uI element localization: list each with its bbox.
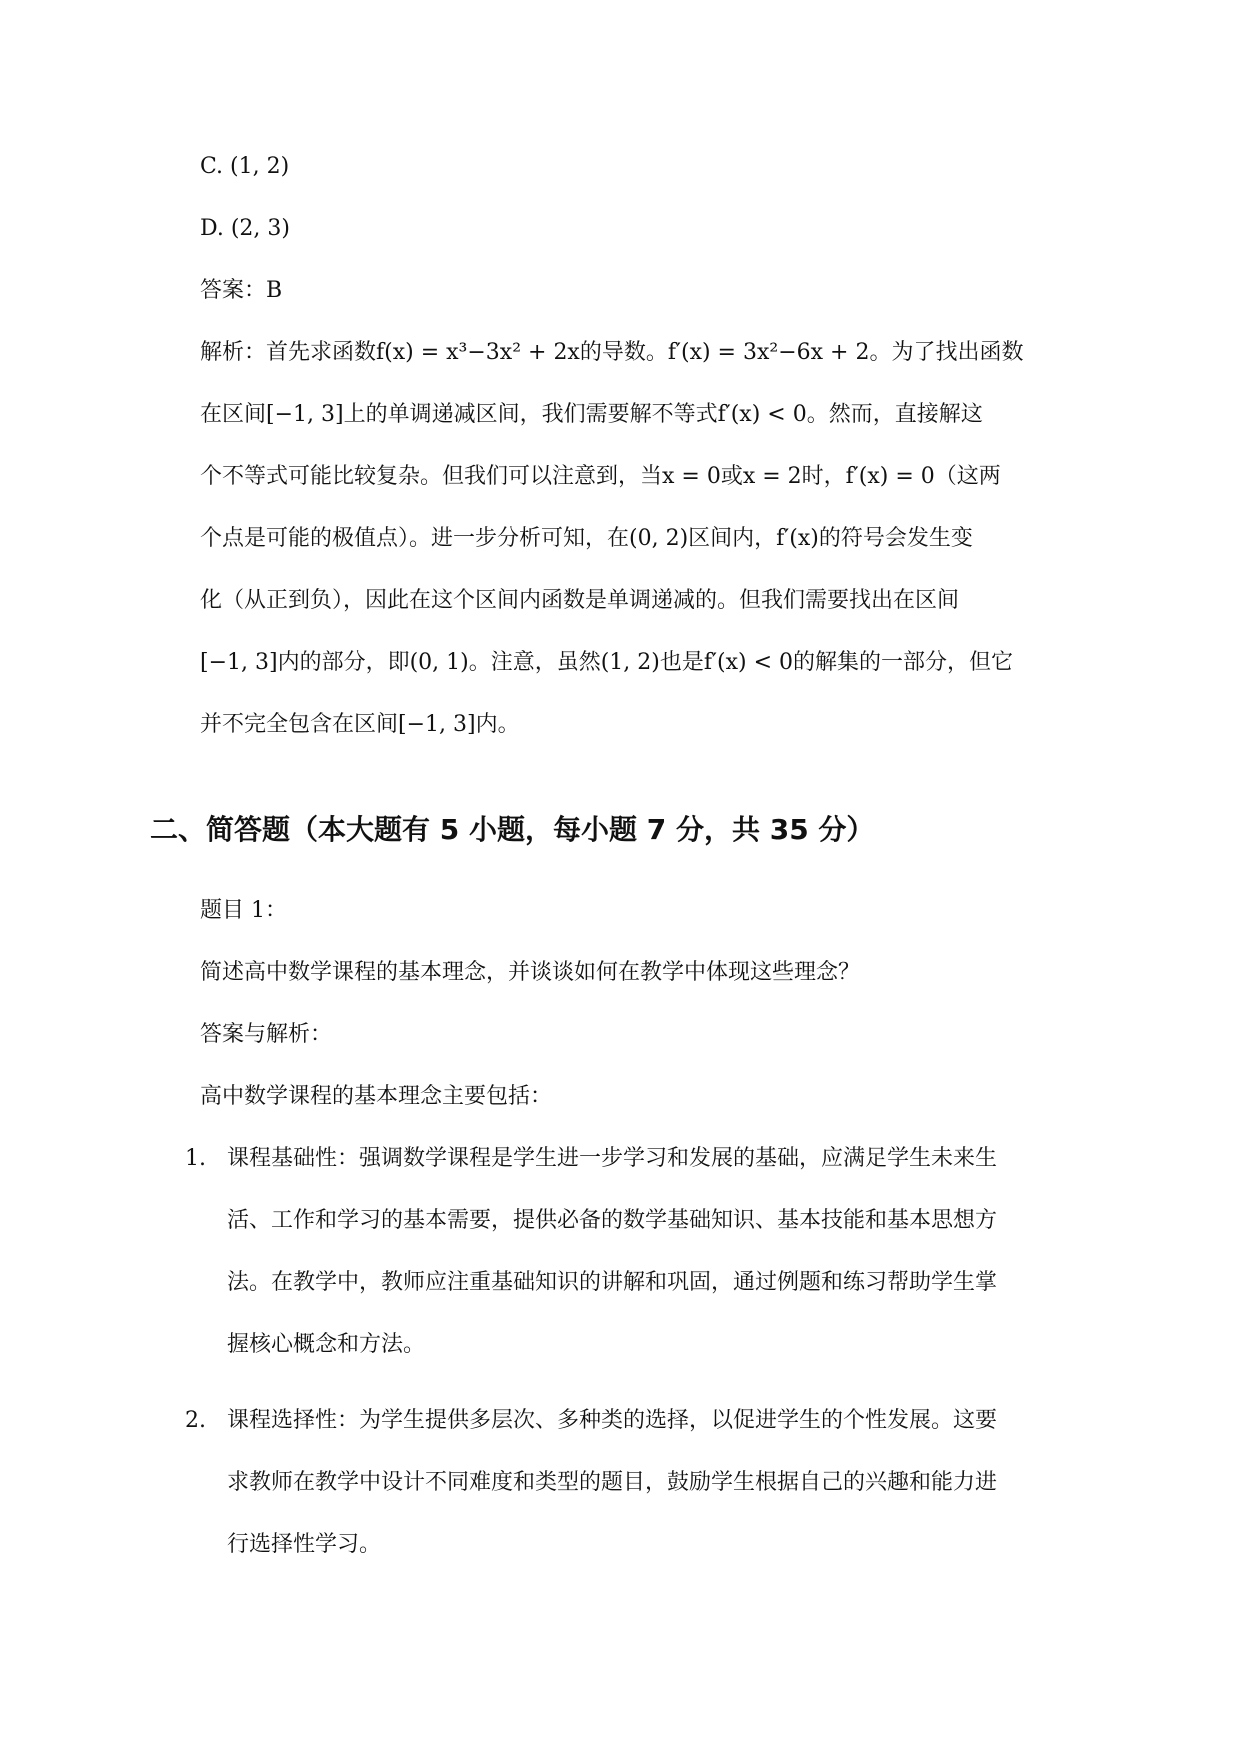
analysis-line: [−1, 3]内的部分，即(0, 1)。注意，虽然(1, 2)也是f′(x) < 0的解集的一部分，但它: [200, 650, 1014, 675]
list-item-number: 1.: [185, 1146, 206, 1171]
question-text: 简述高中数学课程的基本理念，并谈谈如何在教学中体现这些理念？: [200, 960, 861, 985]
list-item-line: 活、工作和学习的基本需要，提供必备的数学基础知识、基本技能和基本思想方: [227, 1208, 998, 1233]
list-item-line: 课程选择性：为学生提供多层次、多种类的选择，以促进学生的个性发展。这要: [227, 1408, 998, 1433]
analysis-line: 个点是可能的极值点）。进一步分析可知，在(0, 2)区间内，f′(x)的符号会发生变: [200, 526, 973, 551]
list-item-number: 2.: [185, 1408, 206, 1433]
list-item-line: 行选择性学习。: [227, 1532, 382, 1557]
intro-text: 高中数学课程的基本理念主要包括：: [200, 1084, 553, 1109]
analysis-line: 在区间[−1, 3]上的单调递减区间，我们需要解不等式f′(x) < 0。然而，直接解这: [200, 402, 983, 427]
list-item-line: 求教师在教学中设计不同难度和类型的题目，鼓励学生根据自己的兴趣和能力进: [227, 1470, 998, 1495]
analysis-line: 个不等式可能比较复杂。但我们可以注意到，当x = 0或x = 2时，f′(x) = 0（这两: [200, 464, 1001, 489]
list-item-line: 课程基础性：强调数学课程是学生进一步学习和发展的基础，应满足学生未来生: [227, 1146, 998, 1171]
answer-line: 答案：B: [200, 278, 283, 303]
option-d: D. (2, 3): [200, 216, 290, 241]
section-heading: 二、简答题（本大题有 5 小题，每小题 7 分，共 35 分）: [150, 813, 875, 846]
question-label: 题目 1：: [200, 898, 287, 923]
list-item-line: 法。在教学中，教师应注重基础知识的讲解和巩固，通过例题和练习帮助学生掌: [227, 1270, 998, 1295]
analysis-line: 解析：首先求函数f(x) = x³−3x² + 2x的导数。f′(x) = 3x²−6x + 2。为了找出函数: [200, 340, 1024, 365]
option-c: C. (1, 2): [200, 154, 290, 179]
answer-label: 答案与解析：: [200, 1022, 333, 1047]
list-item-line: 握核心概念和方法。: [227, 1332, 426, 1357]
analysis-line: 并不完全包含在区间[−1, 3]内。: [200, 712, 520, 737]
analysis-line: 化（从正到负），因此在这个区间内函数是单调递减的。但我们需要找出在区间: [200, 588, 960, 613]
